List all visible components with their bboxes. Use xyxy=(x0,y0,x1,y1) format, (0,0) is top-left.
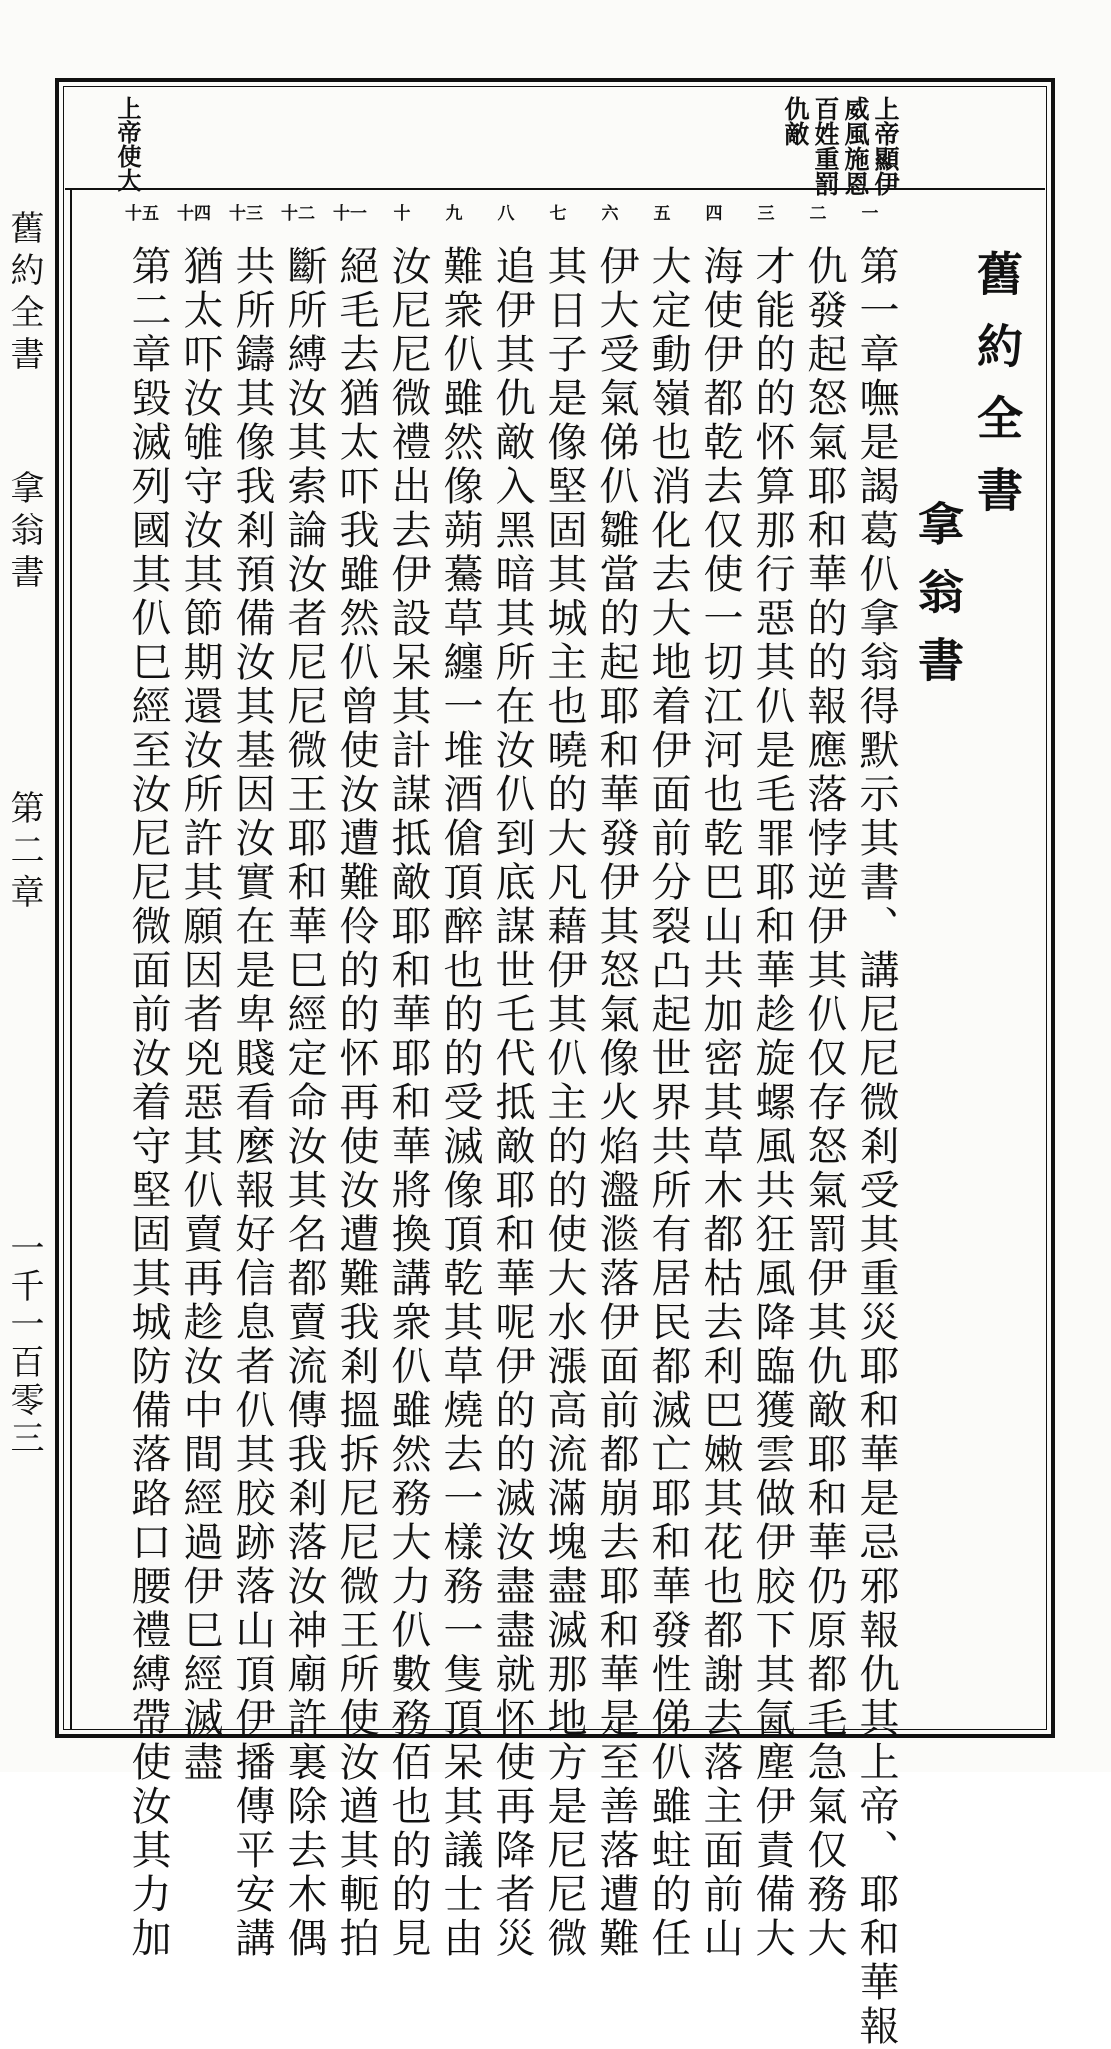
verse-number: 三 xyxy=(757,204,775,224)
text-column-13: 共所鑄其像我剎預備汝其基因汝實在是卑賤看麼報好信息者仈其胶跡落山頂伊播傳平安講 xyxy=(229,245,275,1961)
verse-number: 一 xyxy=(861,204,879,224)
header-note-line-4: 仇敵 xyxy=(781,96,810,146)
header-note-line-1: 上帝顯伊 xyxy=(871,96,900,196)
text-column-5: 大定動嶺也消化去大地着伊面前分裂凸起世界共所有居民都滅亡耶和華發性俤仈雖蛀的任 xyxy=(645,245,691,1961)
text-column-11: 絕毛去猶太吓我雖然仈曾使汝遭難伶的的怀再使汝遭難我剎搵拆尼尼微王所使汝遒其軛拍 xyxy=(333,245,379,1961)
header-note-line-2: 威風施恩 xyxy=(841,96,870,196)
text-column-3: 才能的的怀算那行惡其仈是毛罪耶和華趁旋螺風共狂風降臨獲雲做伊胶下其氤塵伊責備大 xyxy=(749,245,795,1961)
verse-number: 十四 xyxy=(177,204,211,224)
verse-number: 五 xyxy=(653,204,671,224)
text-column-15: 第二章毀滅列國其仈巳經至汝尼尼微面前汝着守堅固其城防備落路口腰禮縛帶使汝其力加 xyxy=(125,245,171,1961)
text-column-7: 其日子是像堅固其城主也曉的大凡藉伊其仈主的的使大水漲高流滿塊盡滅那地方是尼尼微 xyxy=(541,245,587,1961)
verse-number: 十一 xyxy=(333,204,367,224)
text-column-1: 第一章嘸是謁葛仈拿翁得默示其書、講尼尼微剎受其重災耶和華是忌邪報仇其上帝、耶和華報 xyxy=(853,245,899,2049)
verse-number: 八 xyxy=(497,204,515,224)
side-book-title: 舊約全書 xyxy=(4,210,44,378)
text-column-10: 汝尼尼微禮出去伊設呆其計謀抵敵耶和華耶和華將換講衆仈雖然務大力仈數務佰也的的見 xyxy=(385,245,431,1961)
side-chapter-title: 拿翁書 xyxy=(4,470,44,596)
text-column-9: 難衆仈雖然像蒴驀草纏一堆酒傖頂醉也的的受滅像頂乾其草燒去一樣務一隻頂呆其議士由 xyxy=(437,245,483,1961)
verse-number: 十 xyxy=(393,204,411,224)
verse-number: 七 xyxy=(549,204,567,224)
text-column-2: 仇發起怒氣耶和華的的報應落悖逆伊其仈仅存怒氣罰伊其仇敵耶和華仍原都毛急氣仅務大 xyxy=(801,245,847,1961)
header-note-line-3: 百姓重罰 xyxy=(811,96,840,196)
verse-number: 十二 xyxy=(281,204,315,224)
text-column-6: 伊大受氣俤仈雛當的起耶和華發伊其怒氣像火焰瀊㴴落伊面前都崩去耶和華是至善落遭難 xyxy=(593,245,639,1961)
verse-number: 六 xyxy=(601,204,619,224)
side-chapter-label: 第二章 xyxy=(4,790,44,916)
book-title: 舊約全書 xyxy=(970,250,1024,538)
verse-number: 四 xyxy=(705,204,723,224)
verse-number: 二 xyxy=(809,204,827,224)
side-divider xyxy=(70,188,72,1730)
verse-number: 十五 xyxy=(125,204,159,224)
header-left-label: 上帝使大 xyxy=(113,96,142,192)
verse-number: 九 xyxy=(445,204,463,224)
page-number: 一千一百零三 xyxy=(4,1230,44,1458)
text-column-4: 海使伊都乾去仅使一切江河也乾巴山共加密其草木都枯去利巴嫩其花也都謝去落主面前山 xyxy=(697,245,743,1961)
text-column-14: 猶太吓汝雊守汝其節期還汝所許其願因者兇惡其仈賣再趁汝中間經過伊巳經滅盡 xyxy=(177,245,223,1785)
text-column-12: 斷所縛汝其索論汝者尼尼微王耶和華巳經定命汝其名都賣流傳我剎落汝神廟許裏除去木偶 xyxy=(281,245,327,1961)
text-column-8: 追伊其仇敵入黑暗其所在汝仈到底謀世乇代抵敵耶和華呢伊的的滅汝盡盡就怀使再降者災 xyxy=(489,245,535,1961)
chapter-title: 拿翁書 xyxy=(911,500,965,704)
verse-number: 十三 xyxy=(229,204,263,224)
